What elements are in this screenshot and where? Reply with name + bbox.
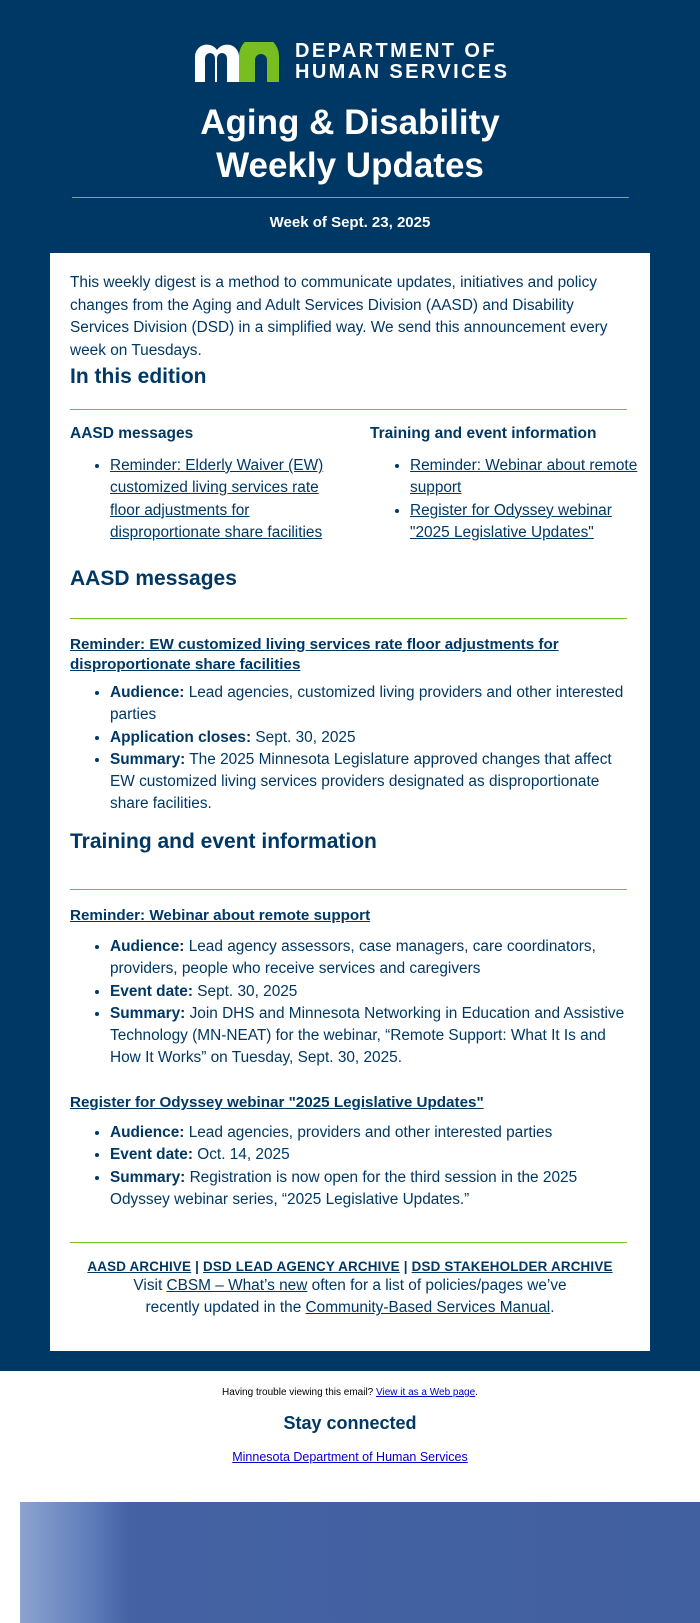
visit-text: Visit: [133, 1277, 167, 1294]
summary-value: The 2025 Minnesota Legislature approved changes that affect EW customized living services providers designated as disproportionate share facilities.: [110, 750, 612, 813]
title-line-2: Weekly Updates: [216, 146, 484, 185]
toc-link-ew-rate[interactable]: Reminder: Elderly Waiver (EW) customized living services rate floor adjustments for disproportionate share facilities: [110, 457, 324, 541]
list-item: [410, 455, 645, 500]
separator: |: [399, 1259, 412, 1274]
aasd-divider: [70, 618, 627, 619]
audience-label: Audience:: [110, 684, 185, 701]
title-line-1: Aging & Disability: [200, 103, 500, 142]
list-item: [110, 981, 630, 1003]
list-item: [110, 1144, 630, 1166]
training-item1-title: [70, 906, 610, 926]
event-date-label: Event date:: [110, 982, 193, 1000]
toc-col1-heading: AASD messages: [70, 425, 194, 442]
list-item: [110, 1122, 630, 1144]
audience-label: Audience:: [110, 938, 185, 955]
training-item2-details: [90, 1122, 630, 1211]
footer-divider: [70, 1242, 627, 1243]
closes-label: Application closes:: [110, 728, 252, 746]
aasd-heading: AASD messages: [70, 567, 237, 590]
logo-line-2: HUMAN SERVICES: [295, 61, 510, 83]
logo-line-1: DEPARTMENT OF: [295, 40, 497, 62]
summary-label: Summary:: [110, 1168, 186, 1186]
footer-mid-text: often for a list of policies/pages we’ve recently updated in the: [145, 1277, 567, 1317]
training-item2-link[interactable]: Register for Odyssey webinar "2025 Legislative Updates": [70, 1094, 484, 1111]
list-item: [110, 1167, 630, 1212]
summary-value: Registration is now open for the third session in the 2025 Odyssey webinar series, “2025 Legislative Updates.”: [110, 1168, 578, 1208]
toc-col1-list: [90, 455, 325, 544]
stay-connected-heading: Stay connected: [283, 1413, 417, 1433]
mn-logo-icon: [195, 42, 280, 82]
event-date-value: Sept. 30, 2025: [197, 982, 298, 1000]
content-card: [50, 253, 650, 1351]
closes-value: Sept. 30, 2025: [255, 728, 356, 746]
footer-end-text: .: [550, 1299, 555, 1317]
list-item: [110, 936, 630, 981]
audience-label: Audience:: [110, 1124, 185, 1141]
intro-text: This weekly digest is a method to communicate updates, initiatives and policy changes from the Aging and Adult Services Division (AASD) and Disability Services Division (DSD) in a simplified way. We send this announcement every week on Tuesdays.: [70, 274, 608, 359]
toc-divider: [70, 409, 627, 410]
list-item: [110, 727, 630, 749]
trouble-end: .: [475, 1387, 478, 1398]
list-item: [110, 455, 325, 544]
list-item: [110, 682, 630, 727]
audience-value: Lead agencies, providers and other interested parties: [188, 1124, 553, 1141]
list-item: [110, 1003, 630, 1070]
training-item1-link[interactable]: Reminder: Webinar about remote support: [70, 907, 371, 924]
dsd-lead-agency-archive-link[interactable]: DSD LEAD AGENCY ARCHIVE: [203, 1259, 400, 1274]
footer-text: [110, 1275, 590, 1320]
training-heading: Training and event information: [70, 830, 377, 853]
audience-value: Lead agencies, customized living providers and other interested parties: [110, 684, 624, 724]
view-web-page-link[interactable]: View it as a Web page: [376, 1387, 476, 1398]
toc-col2-heading: Training and event information: [370, 425, 597, 442]
cbsm-manual-link[interactable]: Community-Based Services Manual: [305, 1299, 551, 1317]
separator: |: [191, 1259, 203, 1274]
list-item: [110, 749, 630, 816]
toc-link-odyssey[interactable]: Register for Odyssey webinar "2025 Legislative Updates": [410, 501, 612, 541]
aasd-item-details: [90, 682, 630, 816]
dhs-link-wrapper: [0, 1450, 700, 1464]
toc-heading: In this edition: [70, 365, 207, 388]
cbsm-whats-new-link[interactable]: CBSM – What’s new: [166, 1277, 308, 1294]
summary-label: Summary:: [110, 1004, 186, 1022]
dsd-stakeholder-archive-link[interactable]: DSD STAKEHOLDER ARCHIVE: [411, 1259, 613, 1274]
week-label: Week of Sept. 23, 2025: [269, 214, 431, 231]
archive-links: [50, 1259, 650, 1274]
toc-link-remote-support[interactable]: Reminder: Webinar about remote support: [410, 457, 638, 497]
aasd-archive-link[interactable]: AASD ARCHIVE: [87, 1259, 192, 1274]
dhs-logo: [195, 40, 510, 88]
trouble-text: Having trouble viewing this email?: [222, 1387, 377, 1398]
aasd-item-title: [70, 635, 610, 674]
training-item2-title: [70, 1093, 610, 1113]
page-title: [0, 101, 700, 187]
summary-value: Join DHS and Minnesota Networking in Education and Assistive Technology (MN-NEAT) for the webinar, “Remote Support: What It Is and How It Works” on Tuesday, Sept. 30, 2025.: [110, 1004, 625, 1067]
list-item: [410, 500, 645, 545]
logo-text: [295, 41, 509, 83]
training-divider: [70, 889, 627, 890]
event-date-label: Event date:: [110, 1146, 193, 1164]
dhs-website-link[interactable]: Minnesota Department of Human Services: [232, 1450, 468, 1464]
trouble-viewing: [0, 1387, 700, 1398]
training-item1-details: [90, 936, 630, 1070]
summary-label: Summary:: [110, 750, 186, 768]
event-date-value: Oct. 14, 2025: [197, 1146, 290, 1164]
audience-value: Lead agency assessors, case managers, care coordinators, providers, people who receive services and caregivers: [110, 938, 596, 978]
toc-col2-list: [390, 455, 645, 544]
footer-banner-image: [20, 1502, 700, 1623]
aasd-item-link[interactable]: Reminder: EW customized living services rate floor adjustments for disproportionate share facilities: [70, 636, 559, 673]
header-divider: [72, 197, 629, 198]
